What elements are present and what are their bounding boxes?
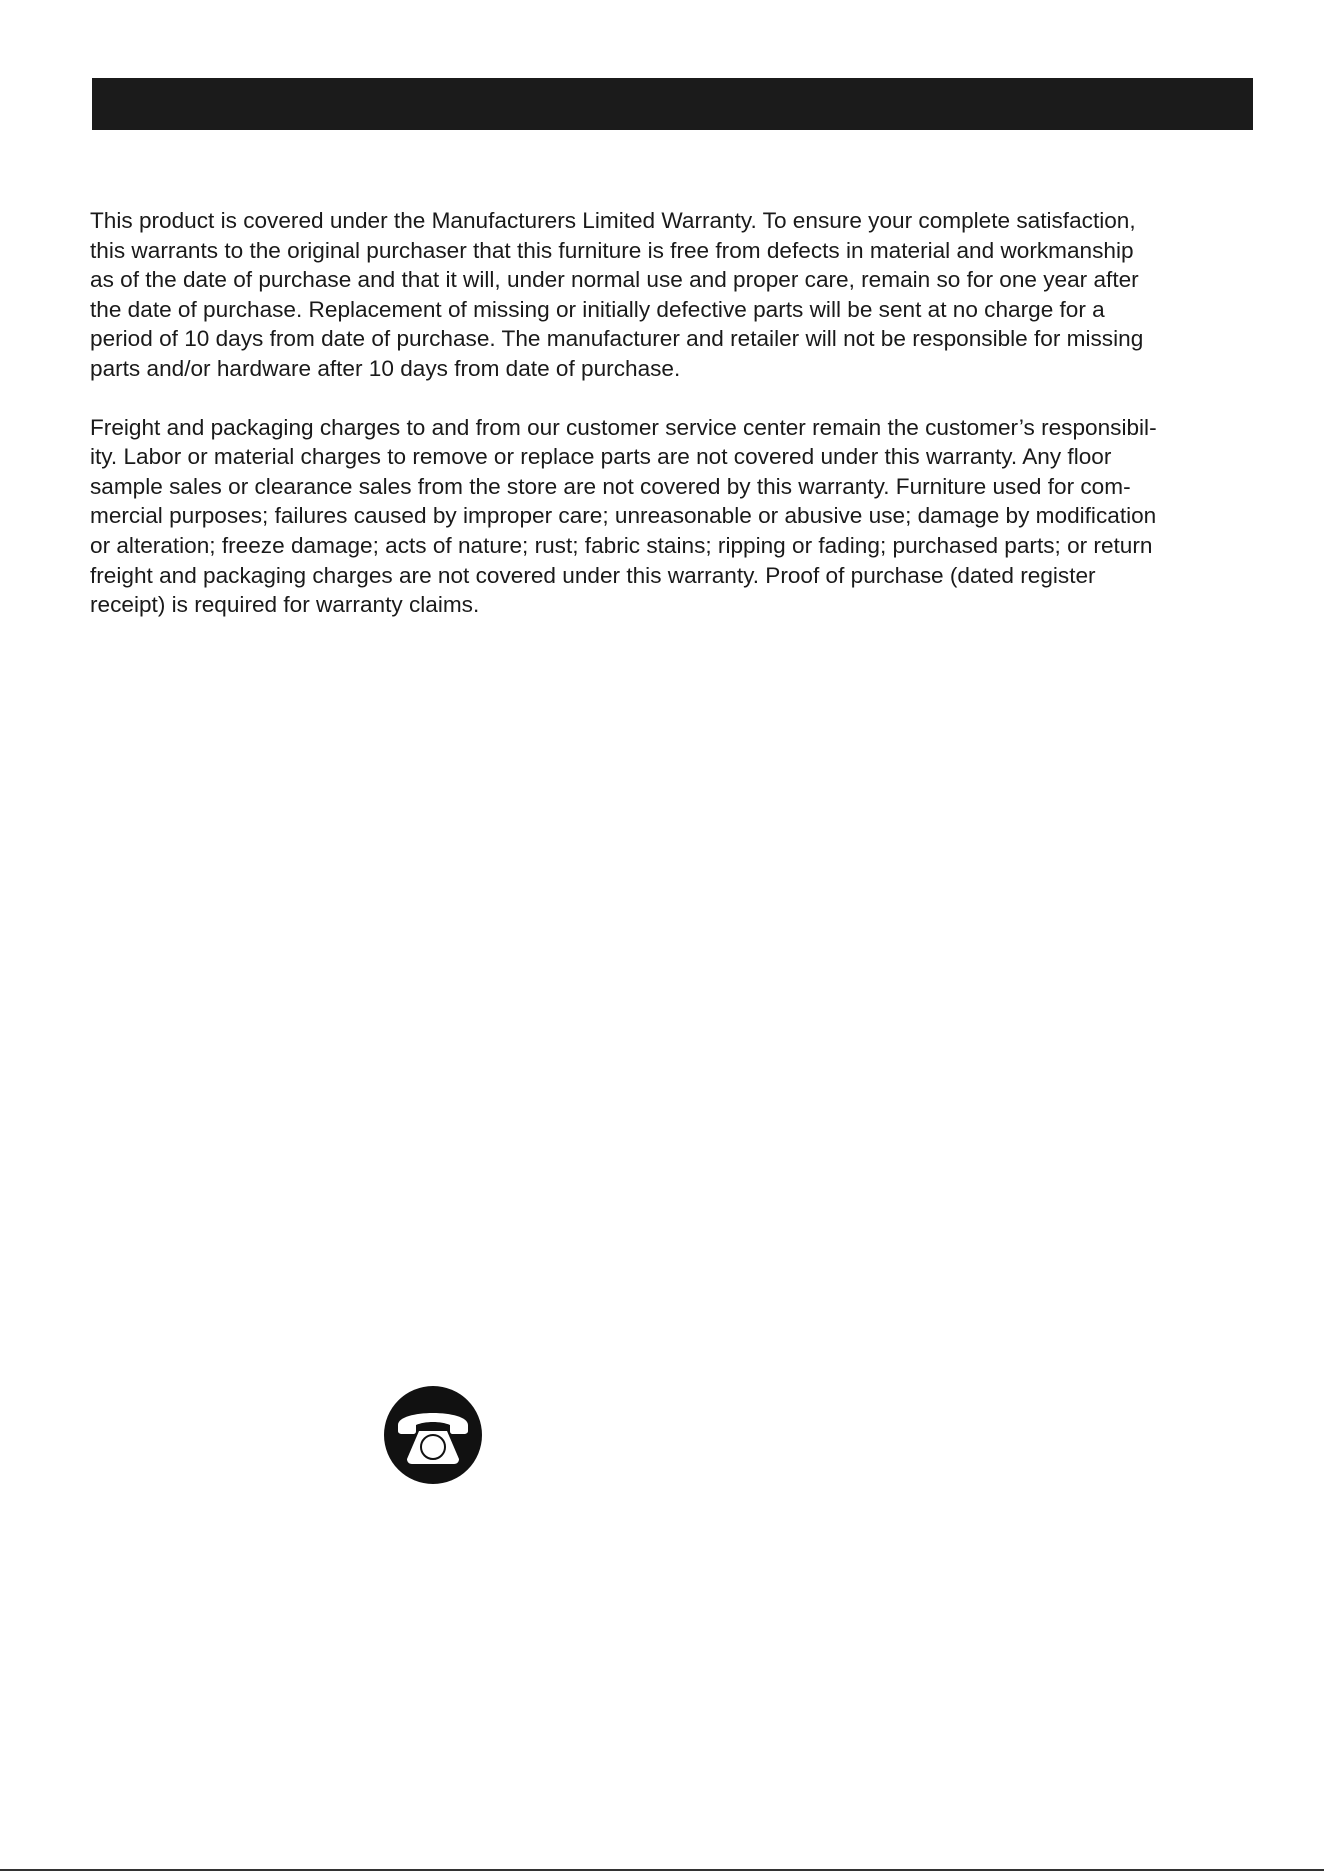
telephone-icon-graphic (383, 1385, 483, 1485)
warranty-p2-line: receipt) is required for warranty claims. (90, 592, 480, 618)
warranty-p1-line: period of 10 days from date of purchase. The manufacturer and retailer will not be responsible for missing (90, 326, 1144, 352)
warranty-p1-line: this warrants to the original purchaser that this furniture is free from defects in material and workmanship (90, 237, 1134, 263)
warranty-p2-line: Freight and packaging charges to and from our customer service center remain the customer’s responsibil- (90, 414, 1157, 440)
warranty-p1-line: This product is covered under the Manufacturers Limited Warranty. To ensure your complete satisfaction, (90, 208, 1136, 233)
warranty-p2-line: or alteration; freeze damage; acts of nature; rust; fabric stains; ripping or fading; purchased parts; or return (90, 532, 1153, 558)
bottom-rule (0, 1869, 1324, 1871)
warranty-text (90, 206, 1270, 620)
warranty-paragraph-2 (90, 413, 1270, 620)
warranty-p1-line: the date of purchase. Replacement of missing or initially defective parts will be sent at no charge for a (90, 296, 1105, 322)
warranty-p2-line: ity. Labor or material charges to remove or replace parts are not covered under this warranty. Any floor (90, 444, 1112, 470)
warranty-paragraph-1 (90, 206, 1270, 384)
warranty-p2-line: freight and packaging charges are not covered under this warranty. Proof of purchase (dated register (90, 562, 1096, 588)
header-bar (92, 78, 1253, 130)
telephone-icon (383, 1385, 483, 1485)
warranty-p1-line: parts and/or hardware after 10 days from date of purchase. (90, 355, 681, 381)
warranty-p2-line: mercial purposes; failures caused by improper care; unreasonable or abusive use; damage by modification (90, 503, 1157, 529)
warranty-p2-line: sample sales or clearance sales from the store are not covered by this warranty. Furniture used for com- (90, 473, 1131, 499)
warranty-p1-line: as of the date of purchase and that it will, under normal use and proper care, remain so for one year after (90, 267, 1139, 293)
